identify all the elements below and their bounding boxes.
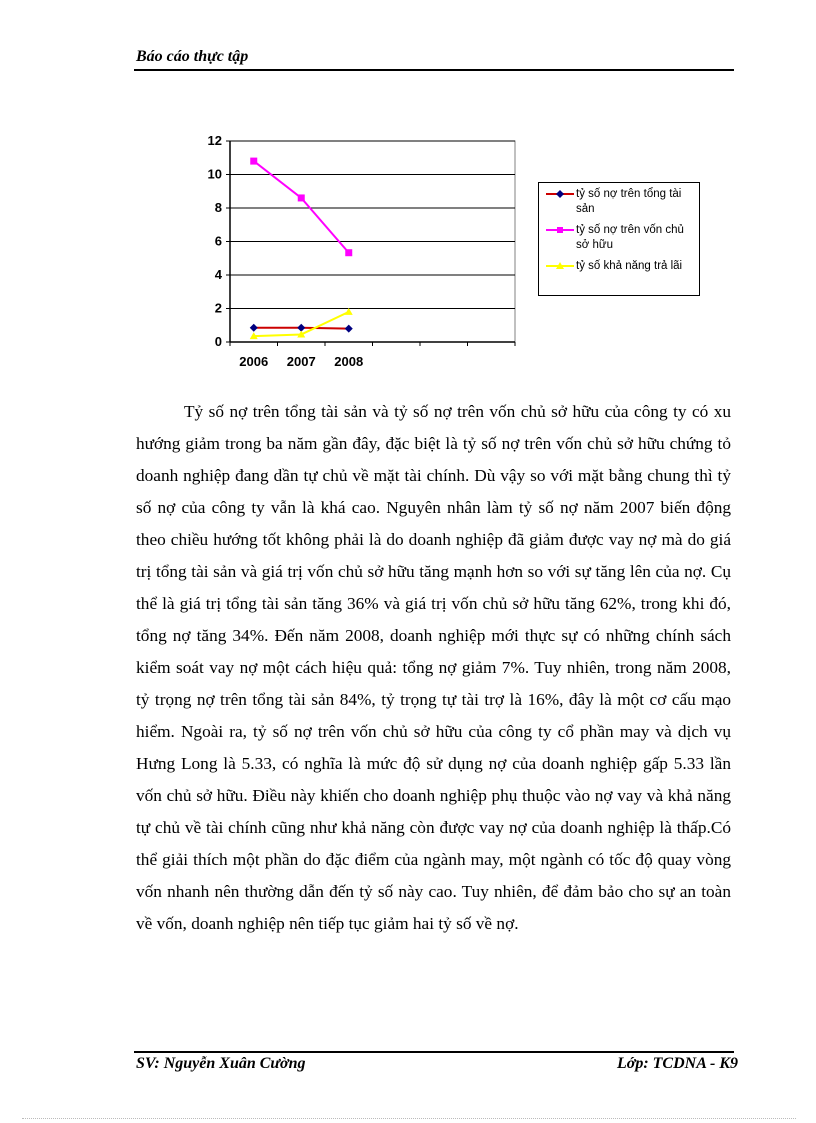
legend-item	[543, 187, 695, 217]
legend-label: tỷ số nợ trên tổng tài sản	[576, 188, 682, 215]
header-divider	[134, 69, 734, 71]
x-tick-label: 2006	[239, 354, 269, 369]
y-tick-label: 10	[207, 166, 222, 182]
y-tick-label: 12	[207, 133, 222, 148]
y-tick-label: 8	[214, 200, 222, 215]
footer-student: SV: Nguyễn Xuân Cường	[136, 1055, 306, 1072]
page-edge	[22, 1118, 796, 1119]
legend-item	[543, 259, 695, 274]
legend-swatch-debt-equity	[545, 223, 575, 237]
body-text	[136, 396, 731, 940]
x-tick-label: 2008	[334, 354, 364, 369]
y-tick-label: 6	[214, 233, 222, 249]
data-point	[298, 194, 305, 201]
legend-swatch-interest-coverage	[545, 259, 575, 273]
legend-label: tỷ số khả năng trả lãi	[576, 260, 683, 272]
y-tick-label: 0	[214, 334, 222, 349]
y-tick-label: 4	[214, 267, 222, 282]
x-tick-label: 2007	[286, 354, 316, 369]
legend-label: tỷ số nợ trên vốn chủ sở hữu	[576, 224, 684, 251]
y-tick-label: 2	[214, 300, 222, 316]
data-point	[250, 158, 257, 165]
chart-legend	[538, 182, 700, 296]
legend-swatch-debt-assets	[545, 187, 575, 201]
footer-divider	[134, 1051, 734, 1053]
header-title: Báo cáo thực tập	[136, 48, 249, 65]
legend-item	[543, 223, 695, 253]
footer-class: Lớp: TCDNA - K9	[616, 1055, 738, 1072]
data-point	[345, 249, 352, 256]
body-paragraph: Tỷ số nợ trên tổng tài sản và tỷ số nợ trên vốn chủ sở hữu của công ty có xu hướng giảm trong ba năm gần đây, đặc biệt là tỷ số nợ trên vốn chủ sở hữu chứng tỏ doanh nghiệp đang dần tự chủ về mặt tài chính. Dù vậy so với mặt bằng chung thì tỷ số nợ của công ty vẫn là khá cao. Nguyên nhân làm tỷ số nợ năm 2007 biến động theo chiều hướng tốt không phải là do doanh nghiệp đã giảm được vay nợ mà do giá trị tổng tài sản và giá trị vốn chủ sở hữu tăng mạnh hơn so với sự tăng lên của nợ. Cụ thể là giá trị tổng tài sản tăng 36% và giá trị vốn chủ sở hữu tăng 62%, trong khi đó, tổng nợ tăng 34%. Đến năm 2008, doanh nghiệp mới thực sự có những chính sách kiểm soát vay nợ một cách hiệu quả: tổng nợ giảm 7%. Tuy nhiên, trong năm 2008, tỷ trọng nợ trên tổng tài sản 84%, tỷ trọng tự tài trợ là 16%, đây là một cơ cấu mạo hiểm. Ngoài ra, tỷ số nợ trên vốn chủ sở hữu của công ty cổ phần may và dịch vụ Hưng Long là 5.33, có nghĩa là mức độ sử dụng nợ của doanh nghiệp gấp 5.33 lần vốn chủ sở hữu. Điều này khiến cho doanh nghiệp phụ thuộc vào nợ vay và khả năng tự chủ về tài chính cũng như khả năng còn được vay nợ của doanh nghiệp là thấp.Có thể giải thích một phần do đặc điểm của ngành may, một ngành có tốc độ quay vòng vốn nhanh nên thường dẫn đến tỷ số này cao. Tuy nhiên, để đảm bảo cho sự an toàn về vốn, doanh nghiệp nên tiếp tục giảm hai tỷ số về nợ.	[136, 402, 731, 933]
